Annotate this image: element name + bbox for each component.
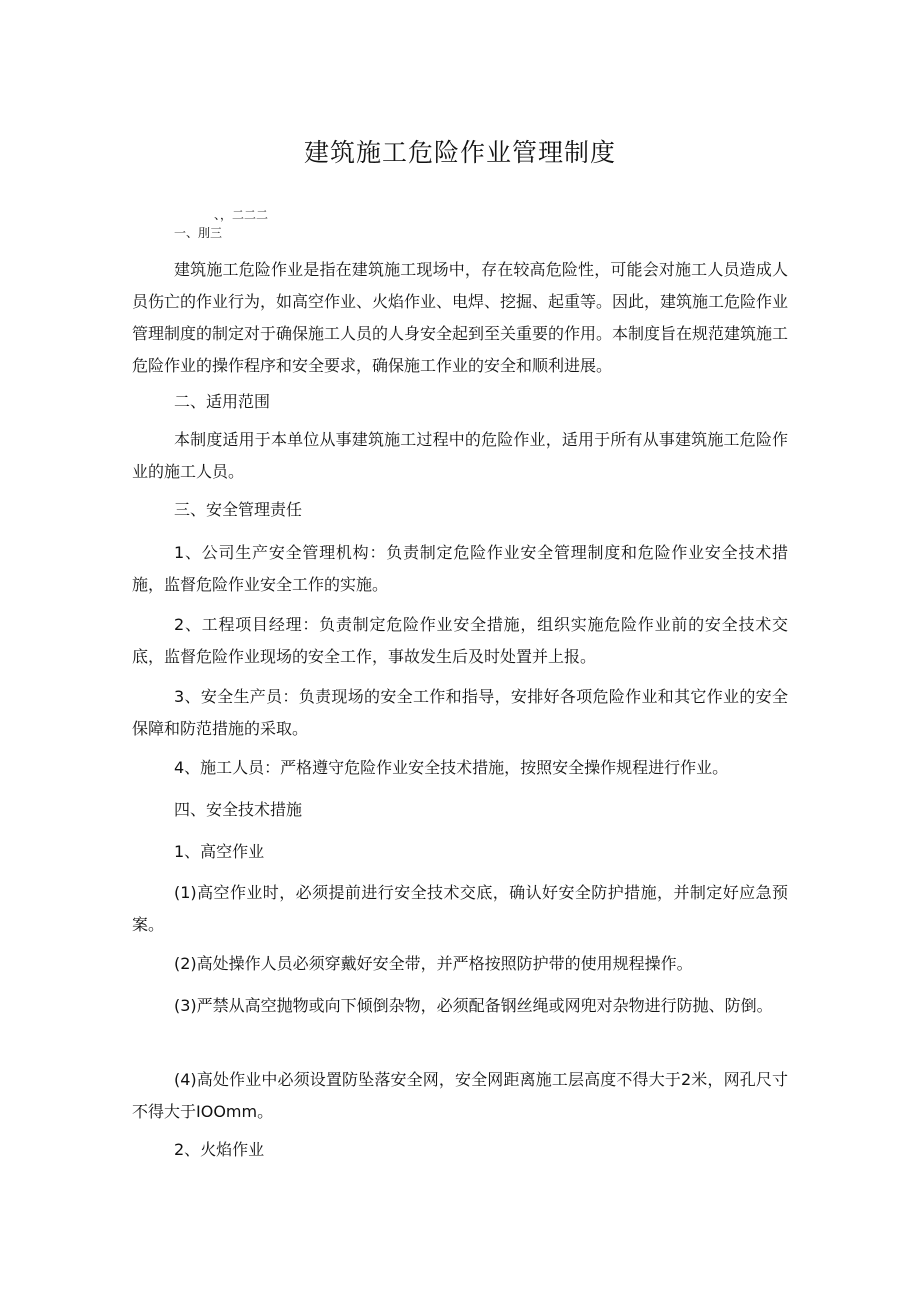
responsibility-item: 4、施工人员：严格遵守危险作业安全技术措施，按照安全操作规程进行作业。 <box>174 758 729 777</box>
height-work-item: (4)高处作业中必须设置防坠落安全网，安全网距离施工层高度不得大于2米，网孔尺寸不得大于IOOmm。 <box>132 1070 788 1121</box>
subsection-heading-height-work: 1、高空作业 <box>174 842 265 861</box>
scope-paragraph: 本制度适用于本单位从事建筑施工过程中的危险作业，适用于所有从事建筑施工危险作业的施工人员。 <box>132 430 788 481</box>
document-title: 建筑施工危险作业管理制度 <box>303 138 616 167</box>
section-heading-responsibility: 三、安全管理责任 <box>174 500 303 519</box>
garbled-heading-bottom: 一、刖三 <box>174 226 223 240</box>
intro-paragraph: 建筑施工危险作业是指在建筑施工现场中，存在较高危险性，可能会对施工人员造成人员伤亡的作业行为，如高空作业、火焰作业、电焊、挖掘、起重等。因此，建筑施工危险作业管理制度的制定对于确保施工人员的人身安全起到至关重要的作用。本制度旨在规范建筑施工危险作业的操作程序和安全要求，确保施工作业的安全和顺利进展。 <box>132 260 789 375</box>
section-heading-measures: 四、安全技术措施 <box>174 800 303 819</box>
subsection-heading-flame-work: 2、火焰作业 <box>174 1140 265 1159</box>
section-heading-scope: 二、适用范围 <box>174 392 271 411</box>
height-work-item: (1)高空作业时，必须提前进行安全技术交底，确认好安全防护措施，并制定好应急预案。 <box>132 883 788 934</box>
height-work-item: (2)高处操作人员必须穿戴好安全带，并严格按照防护带的使用规程操作。 <box>174 954 693 973</box>
responsibility-item: 2、工程项目经理：负责制定危险作业安全措施，组织实施危险作业前的安全技术交底，监督危险作业现场的安全工作，事故发生后及时处置并上报。 <box>132 615 788 666</box>
height-work-item: (3)严禁从高空抛物或向下倾倒杂物，必须配备钢丝绳或网兜对杂物进行防抛、防倒。 <box>174 996 773 1015</box>
responsibility-item: 1、公司生产安全管理机构：负责制定危险作业安全管理制度和危险作业安全技术措施，监督危险作业安全工作的实施。 <box>132 543 788 594</box>
responsibility-item: 3、安全生产员：负责现场的安全工作和指导，安排好各项危险作业和其它作业的安全保障和防范措施的采取。 <box>132 687 788 738</box>
garbled-heading-top: 、，二二二 <box>214 208 269 222</box>
